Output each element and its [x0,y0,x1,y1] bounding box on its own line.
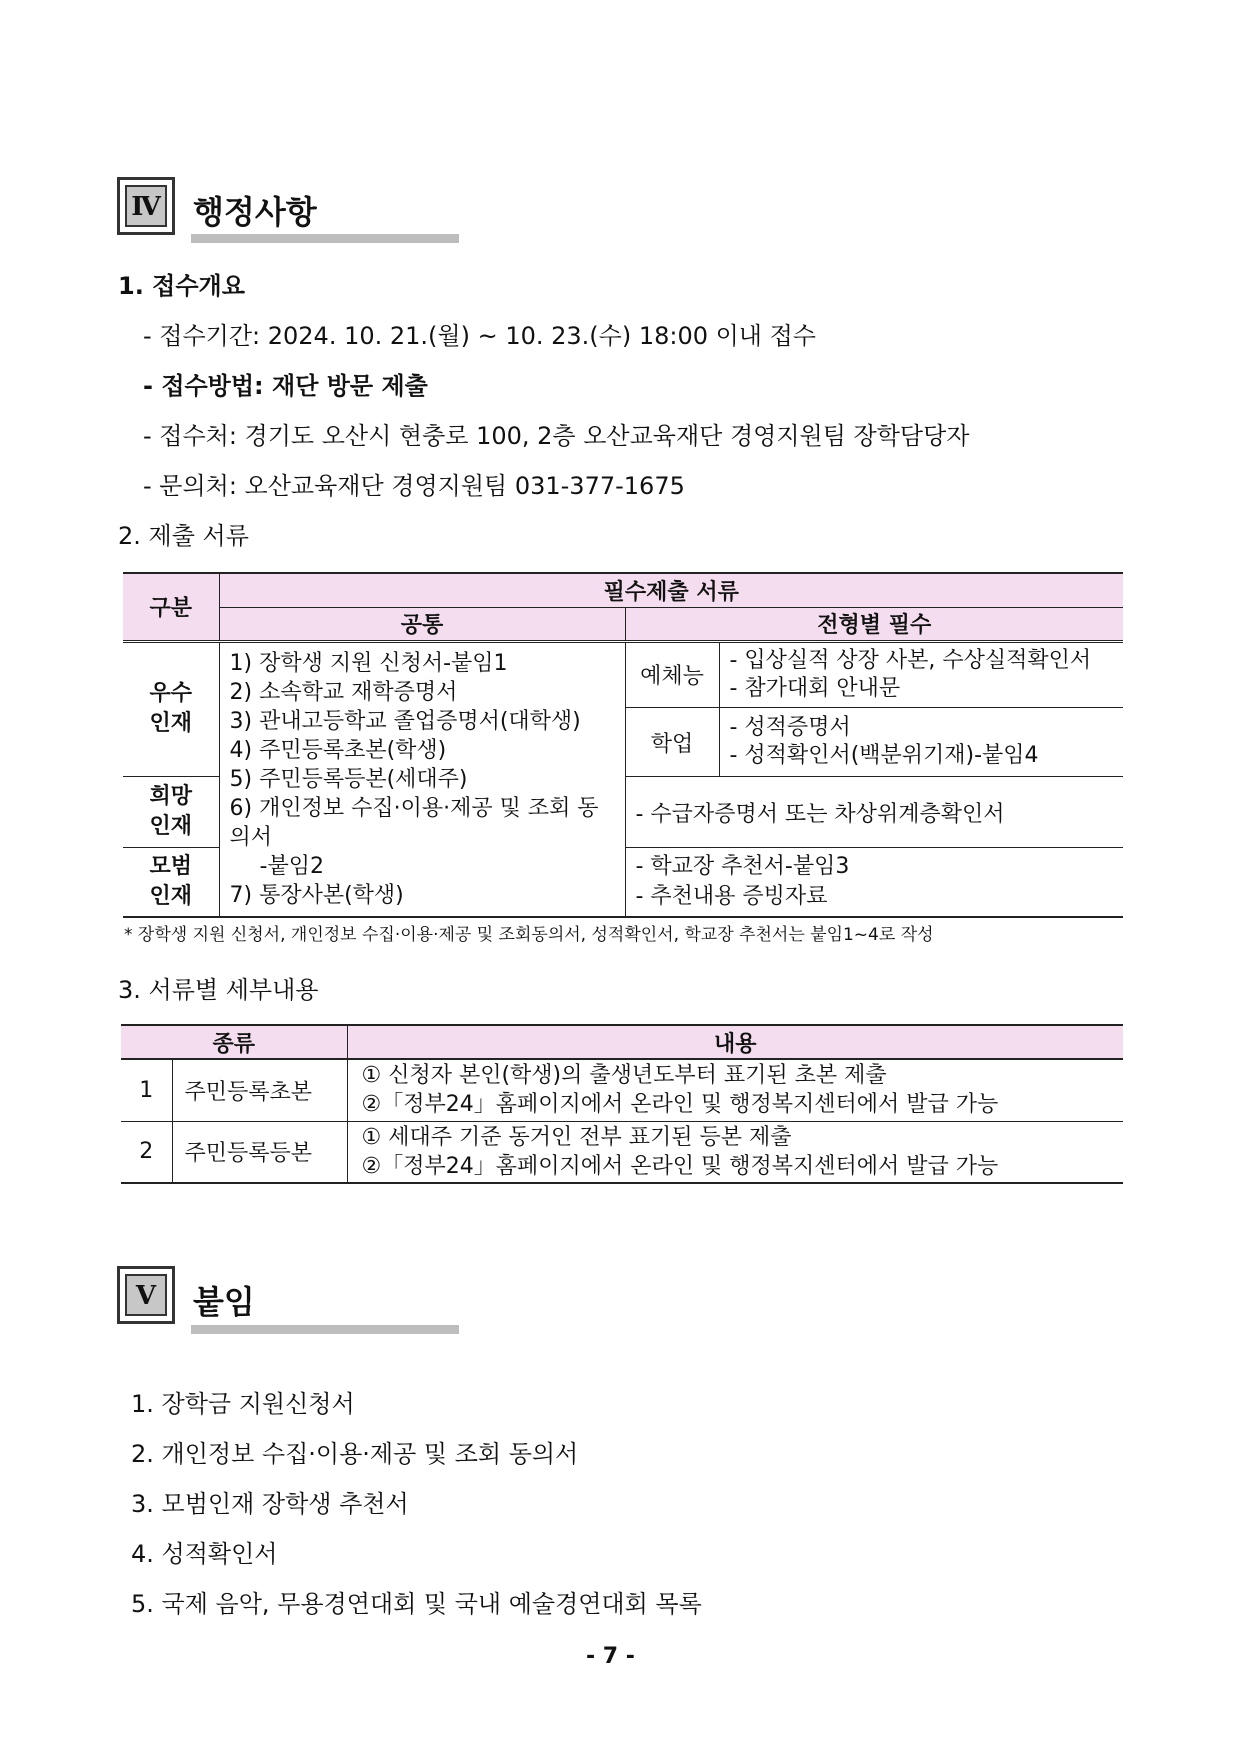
common-item: 2) 소속학교 재학증명서 [229,679,458,705]
attachment-item: 4. 성적확인서 [131,1540,278,1568]
col-type: 종류 [121,1025,347,1059]
sub-arts: 예체능 [625,641,719,708]
common-item: 1) 장학생 지원 신청서-붙임1 [229,650,508,676]
document-details-table [121,1024,1123,1184]
section-5-title: 붙임 [193,1283,255,1321]
reception-contact: - 문의처: 오산교육재단 경영지원팀 031-377-1675 [143,472,685,500]
section-5-underline [191,1325,459,1334]
doc-item: - 성적확인서(백분위기재)-붙임4 [729,743,1039,769]
doc-item: - 추천내용 증빙자료 [635,883,828,909]
model-documents [625,848,1123,917]
reception-method: - 접수방법: 재단 방문 제출 [143,372,428,400]
attachment-item: 5. 국제 음악, 무용경연대회 및 국내 예술경연대회 목록 [131,1590,702,1618]
sub-academic: 학업 [625,708,719,777]
heading-document-details: 3. 서류별 세부내용 [118,976,319,1004]
row-model-category [123,848,219,917]
section-5-numeral: Ⅴ [125,1274,167,1316]
section-4-underline [191,234,459,243]
hope-documents: - 수급자증명서 또는 차상위계층확인서 [625,777,1123,848]
doc-item: - 성적증명서 [729,715,851,741]
col-required: 필수제출 서류 [219,573,1123,607]
section-4-title: 행정사항 [193,193,317,231]
row-number: 2 [121,1121,172,1183]
common-item: 3) 관내고등학교 졸업증명서(대학생) [229,708,581,734]
row-type: 주민등록초본 [172,1059,347,1121]
row-content [347,1121,1123,1183]
content-line: ②「정부24」홈페이지에서 온라인 및 행정복지센터에서 발급 가능 [361,1153,999,1179]
row-content [347,1059,1123,1121]
row-excellent-category [123,641,219,777]
category-label: 희망 [149,784,192,810]
reception-period [143,316,816,351]
documents-table [123,572,1123,918]
common-item: 6) 개인정보 수집·이용·제공 및 조회 동의서 [229,795,599,850]
section-4-numeral-box [117,177,175,235]
row-type: 주민등록등본 [172,1121,347,1183]
category-label: 인재 [149,814,192,840]
arts-documents [719,641,1123,708]
row-number: 1 [121,1059,172,1121]
attachment-item: 1. 장학금 지원신청서 [131,1390,355,1418]
col-by-type: 전형별 필수 [625,607,1123,641]
reception-period-text: - 접수기간: 2024. 10. 21.(월) ~ 10. 23.(수) 18:00 이내 접수 [143,322,816,350]
content-line: ① 세대주 기준 동거인 전부 표기된 등본 제출 [361,1124,792,1150]
page-number: - 7 - [586,1644,635,1669]
category-label: 인재 [149,711,192,737]
doc-item: - 참가대회 안내문 [729,675,901,701]
academic-documents [719,708,1123,777]
row-hope-category [123,777,219,848]
common-item: 7) 통장사본(학생) [229,882,404,908]
heading-reception-overview: 1. 접수개요 [118,272,245,300]
reception-place: - 접수처: 경기도 오산시 현충로 100, 2층 오산교육재단 경영지원팀 장학담당자 [143,422,970,450]
category-label: 모범 [149,853,192,879]
category-label: 인재 [149,883,192,909]
heading-documents: 2. 제출 서류 [118,522,249,550]
content-line: ②「정부24」홈페이지에서 온라인 및 행정복지센터에서 발급 가능 [361,1092,999,1118]
col-category: 구분 [123,573,219,641]
category-label: 우수 [149,681,192,707]
section-4-numeral: Ⅳ [125,185,167,227]
doc-item: - 입상실적 상장 사본, 수상실적확인서 [729,647,1092,673]
col-content: 내용 [347,1025,1123,1059]
content-line: ① 신청자 본인(학생)의 출생년도부터 표기된 초본 제출 [361,1063,887,1089]
section-5-numeral-box [117,1266,175,1324]
common-item: 5) 주민등록등본(세대주) [229,766,468,792]
attachment-item: 3. 모범인재 장학생 추천서 [131,1490,409,1518]
common-item: 4) 주민등록초본(학생) [229,737,447,763]
attachment-item: 2. 개인정보 수집·이용·제공 및 조회 동의서 [131,1440,579,1468]
common-item: -붙임2 [259,853,324,879]
documents-note: * 장학생 지원 신청서, 개인정보 수집·이용·제공 및 조회동의서, 성적확인서, 학교장 추천서는 붙임1~4로 작성 [124,925,934,945]
doc-item: - 학교장 추천서-붙임3 [635,853,850,879]
col-common: 공통 [219,607,625,641]
common-documents-cell [219,641,625,917]
